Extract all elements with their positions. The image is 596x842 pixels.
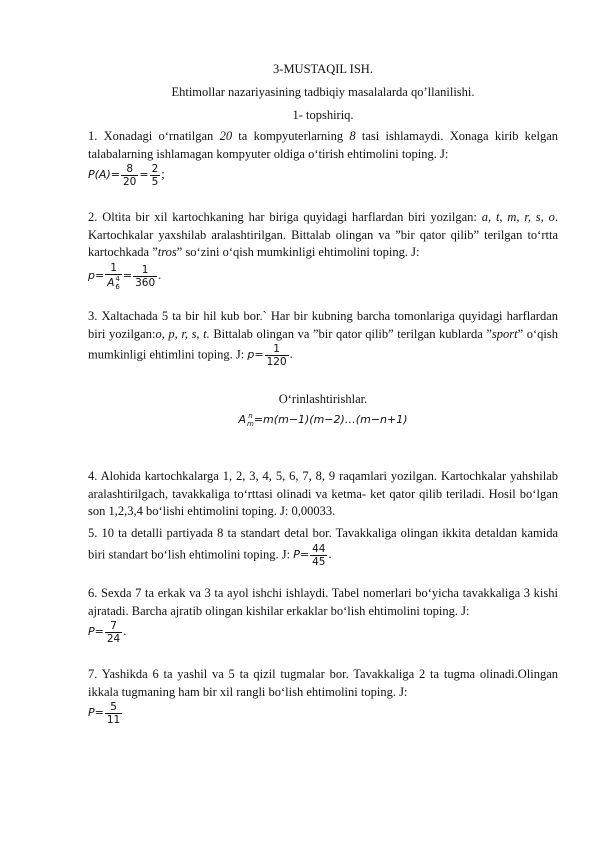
task-label: 1- topshiriq. bbox=[292, 108, 354, 122]
problem-5: 5. 10 ta detalli partiyada 8 ta standart detal bor. Tavakkaliga olingan ikkita detaldan kamida biri standart bo‘lish ehtimolini toping. J: P= $\frac{44}{45}$ . bbox=[88, 526, 558, 568]
fraction: $\frac{5}{11}$ bbox=[106, 701, 121, 726]
fraction: $\frac{8}{20}$ bbox=[122, 163, 137, 188]
problem-3: 3. Xaltachada 5 ta bir hil kub bor.` Har bir kubning barcha tomonlariga quyidagi harflardan biri yozilgan:o, p, r, s, t. Bittalab olingan va ”bir qator qilib” terilgan kublarda ”sport” o‘qish mumkinligi ehtimlini toping. J: p= $\frac{1}{120}$ . bbox=[88, 309, 558, 368]
problem-1: 1. Xonadagi o‘rnatilgan 20 ta kompyuterlarning 8 tasi ishlamaydi. Xonaga kirib kelgan talabalarning ishlamagan kompyuter oldiga o‘tirish ehtimolini toping. J: P(A)= $\frac{8}{20}$ = $\frac{2}{5}$ ; bbox=[88, 129, 559, 188]
fraction: $\frac{7}{24}$ bbox=[106, 620, 121, 645]
problem-6-answer: P= $\frac{7}{24}$ . bbox=[88, 620, 127, 645]
fraction: $\frac{2}{5}$ bbox=[151, 163, 159, 188]
hints-heading: O‘rinlashtirishlar. bbox=[278, 392, 368, 406]
problem-1-answer: P(A)= $\frac{8}{20}$ = $\frac{2}{5}$ ; bbox=[88, 163, 165, 188]
arrangement-formula: A n m =m(m−1)(m−2)…(m−n+1) bbox=[238, 412, 408, 428]
problem-2: 2. Oltita bir xil kartochkaning har biriga quyidagi harflardan biri yozilgan: a, t, m, r, s, o. Kartochkalar yaxshilab aralashtirilgan. Bittalab olingan va ”bir qator qilib” terilgan to‘rtta kartochkada ”tros” so‘zini o‘qish mumkinligi ehtimolini toping. J: p= 1 A 4 6 = $\frac{1}{360}$ . bbox=[88, 210, 559, 291]
problem-7: 7. Yashikda 6 ta yashil va 5 ta qizil tugmalar bor. Tavakkaliga 2 ta tugma olinadi.Olingan ikkala tugmaning ham bir xil rangli bo‘lish ehtimolini toping. J: P= $\frac{5}{11}$ bbox=[88, 667, 558, 726]
document-title: 3-MUSTAQIL ISH. bbox=[273, 62, 373, 76]
document-subtitle: Ehtimollar nazariyasining tadbiqiy masalalarda qo’llanilishi. bbox=[171, 85, 475, 99]
problem-4: 4. Alohida kartochkalarga 1, 2, 3, 4, 5, 6, 7, 8, 9 raqamlari yozilgan. Kartochkalar yahshilab aralashtirilgach, tavakkaliga to‘rttasi olinadi va ketma- ket qator qilib teriladi. Hosil bo‘lgan son 1,2,3,4 bo‘lishi ehtimolini toping. J: 0,00033. bbox=[88, 469, 558, 518]
fraction: 1 A 4 6 bbox=[107, 261, 120, 291]
problem-3-answer: p= $\frac{1}{120}$ . bbox=[247, 343, 293, 368]
problem-7-answer: P= $\frac{5}{11}$ bbox=[88, 701, 121, 726]
fraction: $\frac{44}{45}$ bbox=[312, 542, 326, 568]
problem-2-answer: p= 1 A 4 6 = $\frac{1}{360}$ . bbox=[88, 261, 162, 291]
fraction: $\frac{1}{360}$ bbox=[135, 263, 156, 289]
fraction: $\frac{1}{120}$ bbox=[266, 343, 287, 368]
problem-6: 6. Sexda 7 ta erkak va 3 ta ayol ishchi ishlaydi. Tabel nomerlari bo‘yicha tavakkaliga 3 kishi ajratadi. Barcha ajratib olingan kishilar erkaklar bo‘lish ehtimolini toping. J: P= $\frac{7}{24}$ . bbox=[88, 586, 558, 645]
problem-5-answer: P= $\frac{44}{45}$ . bbox=[293, 542, 332, 568]
